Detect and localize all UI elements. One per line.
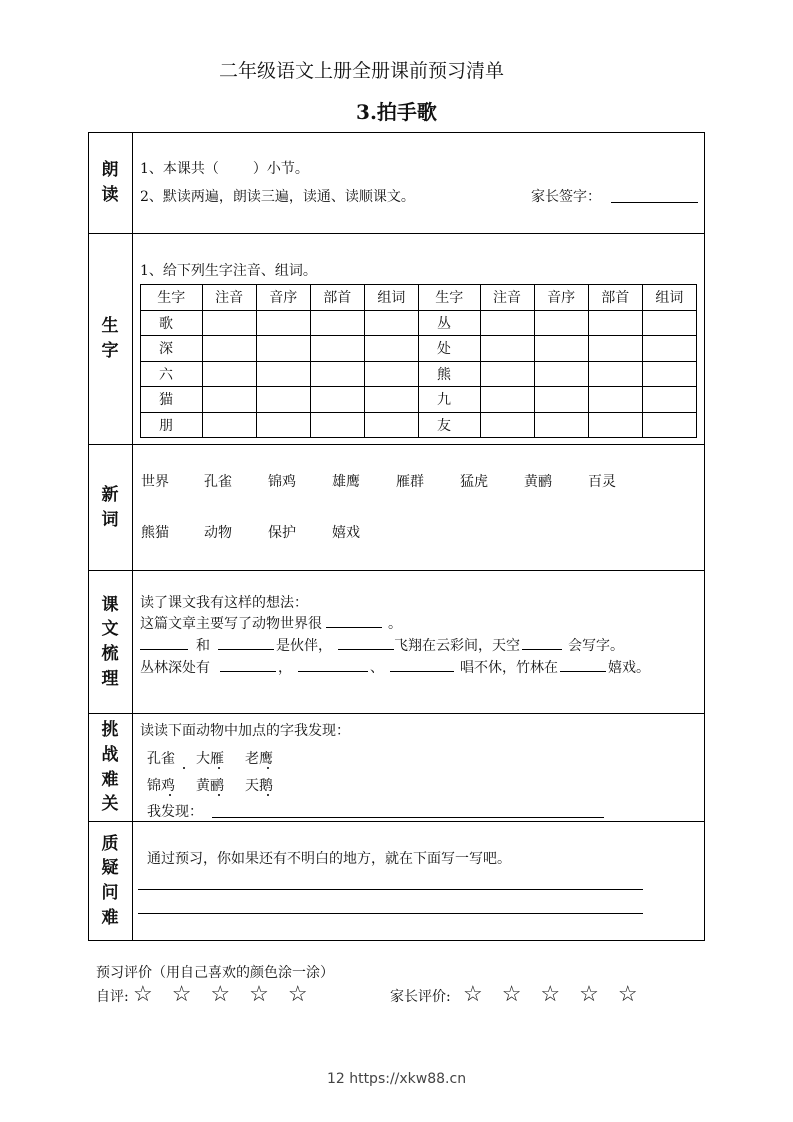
pinyin-cell[interactable] [202, 336, 256, 362]
row-divider [88, 233, 705, 234]
emphasis-dot [218, 794, 220, 796]
new-word: 保护 [268, 525, 296, 541]
word-cell[interactable] [364, 336, 418, 362]
header-cell: 组词 [364, 285, 418, 311]
table-row [141, 387, 697, 413]
row-divider [88, 570, 705, 571]
new-word: 动物 [204, 525, 232, 541]
new-word: 雁群 [396, 474, 424, 490]
radical-cell[interactable] [588, 310, 642, 336]
characters-table [140, 284, 697, 438]
order-cell[interactable] [256, 361, 310, 387]
challenge-word: 老鹰 [245, 751, 273, 767]
row-divider [88, 821, 705, 822]
section-label-new-words: 新 词 [101, 484, 119, 530]
evaluation-title: 预习评价（用自己喜欢的颜色涂一涂） [96, 965, 334, 981]
new-word: 锦鸡 [268, 474, 296, 490]
row-divider [88, 713, 705, 714]
order-cell[interactable] [256, 310, 310, 336]
answer-line[interactable] [138, 889, 643, 890]
fill-blank[interactable] [298, 657, 368, 672]
label-column-divider [132, 132, 133, 941]
header-cell: 注音 [480, 285, 534, 311]
section-label-reading: 朗 读 [101, 160, 119, 205]
pinyin-cell[interactable] [480, 412, 534, 438]
word-cell[interactable] [364, 361, 418, 387]
character-cell: 九 [418, 387, 480, 413]
fill-blank[interactable] [390, 657, 454, 672]
order-cell[interactable] [534, 412, 588, 438]
radical-cell[interactable] [310, 361, 364, 387]
order-cell[interactable] [534, 361, 588, 387]
new-word: 百灵 [588, 474, 616, 490]
questions-prompt: 通过预习，你如果还有不明白的地方，就在下面写一写吧。 [147, 851, 511, 867]
emphasis-dot [183, 767, 185, 769]
order-cell[interactable] [256, 336, 310, 362]
table-header-row [141, 285, 697, 311]
word-cell[interactable] [364, 310, 418, 336]
new-word: 世界 [141, 474, 169, 490]
fill-blank[interactable] [522, 635, 562, 650]
challenge-word: 黄鹂 [196, 778, 224, 794]
radical-cell[interactable] [310, 412, 364, 438]
table-row [141, 412, 697, 438]
word-cell[interactable] [642, 310, 696, 336]
header-cell: 注音 [202, 285, 256, 311]
fill-blank[interactable] [338, 635, 394, 650]
pinyin-cell[interactable] [480, 336, 534, 362]
header-cell: 生字 [418, 285, 480, 311]
new-word: 嬉戏 [332, 525, 360, 541]
character-cell: 猫 [141, 387, 203, 413]
table-row [141, 361, 697, 387]
answer-line[interactable] [138, 913, 643, 914]
order-cell[interactable] [534, 310, 588, 336]
character-cell: 友 [418, 412, 480, 438]
lesson-title: 3.拍手歌 [356, 100, 437, 124]
character-cell: 处 [418, 336, 480, 362]
radical-cell[interactable] [310, 387, 364, 413]
word-cell[interactable] [642, 412, 696, 438]
parent-signature-label: 家长签字： [531, 189, 601, 205]
order-cell[interactable] [534, 387, 588, 413]
new-word: 熊猫 [141, 525, 169, 541]
reading-line-2: 2、默读两遍，朗读三遍，读通、读顺课文。 [140, 189, 415, 205]
order-cell[interactable] [534, 336, 588, 362]
word-cell[interactable] [364, 387, 418, 413]
header-cell: 组词 [642, 285, 696, 311]
radical-cell[interactable] [588, 361, 642, 387]
review-line-1: 读了课文我有这样的想法： [140, 595, 308, 611]
discover-answer-line[interactable] [212, 817, 604, 818]
emphasis-dot [218, 767, 220, 769]
self-rating-stars[interactable]: ☆ ☆ ☆ ☆ ☆ [133, 982, 314, 1007]
character-cell: 深 [141, 336, 203, 362]
character-cell: 歌 [141, 310, 203, 336]
order-cell[interactable] [256, 412, 310, 438]
section-label-characters: 生 字 [101, 316, 119, 361]
parent-rating-stars[interactable]: ☆ ☆ ☆ ☆ ☆ [463, 982, 644, 1007]
section-label-text-review: 课 文 梳 理 [101, 594, 119, 689]
header-cell: 部首 [310, 285, 364, 311]
review-line-2: 这篇文章主要写了动物世界很 。 [140, 613, 402, 633]
pinyin-cell[interactable] [202, 361, 256, 387]
review-line-3: 和 是伙伴， 飞翔在云彩间，天空 会写字。 [140, 635, 624, 655]
new-word: 孔雀 [204, 474, 232, 490]
pinyin-cell[interactable] [202, 412, 256, 438]
parent-signature-line[interactable] [611, 202, 698, 203]
emphasis-dot [169, 794, 171, 796]
character-cell: 六 [141, 361, 203, 387]
row-divider [88, 444, 705, 445]
pinyin-cell[interactable] [202, 310, 256, 336]
radical-cell[interactable] [310, 310, 364, 336]
discover-label: 我发现： [147, 804, 203, 820]
challenge-word: 锦鸡 [147, 778, 175, 794]
page-footer: 12 https://xkw88.cn [326, 1071, 467, 1087]
header-cell: 部首 [588, 285, 642, 311]
emphasis-dot [267, 767, 269, 769]
character-cell: 丛 [418, 310, 480, 336]
challenge-intro: 读读下面动物中加点的字我发现： [140, 723, 350, 739]
word-cell[interactable] [642, 361, 696, 387]
table-row [141, 336, 697, 362]
header-cell: 音序 [256, 285, 310, 311]
reading-line-1: 1、本课共（ ）小节。 [140, 161, 309, 177]
new-word: 黄鹂 [524, 474, 552, 490]
order-cell[interactable] [256, 387, 310, 413]
challenge-word: 孔雀 [147, 751, 175, 767]
section-label-questions: 质 疑 问 难 [101, 833, 119, 928]
challenge-word: 大雁 [196, 751, 224, 767]
header-cell: 音序 [534, 285, 588, 311]
table-row [141, 310, 697, 336]
radical-cell[interactable] [588, 412, 642, 438]
challenge-word: 天鹅 [245, 778, 273, 794]
fill-blank[interactable] [560, 657, 606, 672]
self-evaluation-label: 自评: [96, 989, 129, 1005]
characters-instruction: 1、给下列生字注音、组词。 [140, 263, 317, 279]
emphasis-dot [267, 794, 269, 796]
radical-cell[interactable] [588, 336, 642, 362]
fill-blank[interactable] [220, 657, 276, 672]
review-line-4: 丛林深处有 ， 、 唱不休，竹林在 嬉戏。 [140, 657, 650, 677]
fill-blank[interactable] [218, 635, 274, 650]
parent-evaluation-label: 家长评价: [390, 989, 451, 1005]
character-cell: 朋 [141, 412, 203, 438]
radical-cell[interactable] [588, 387, 642, 413]
section-label-challenge: 挑 战 难 关 [101, 720, 119, 815]
new-word: 雄鹰 [332, 474, 360, 490]
pinyin-cell[interactable] [480, 310, 534, 336]
fill-blank[interactable] [140, 635, 188, 650]
pinyin-cell[interactable] [480, 387, 534, 413]
new-word: 猛虎 [460, 474, 488, 490]
header-cell: 生字 [141, 285, 203, 311]
pinyin-cell[interactable] [202, 387, 256, 413]
pinyin-cell[interactable] [480, 361, 534, 387]
radical-cell[interactable] [310, 336, 364, 362]
word-cell[interactable] [642, 387, 696, 413]
word-cell[interactable] [642, 336, 696, 362]
character-cell: 熊 [418, 361, 480, 387]
word-cell[interactable] [364, 412, 418, 438]
fill-blank[interactable] [326, 613, 382, 628]
document-title: 二年级语文上册全册课前预习清单 [218, 60, 504, 82]
